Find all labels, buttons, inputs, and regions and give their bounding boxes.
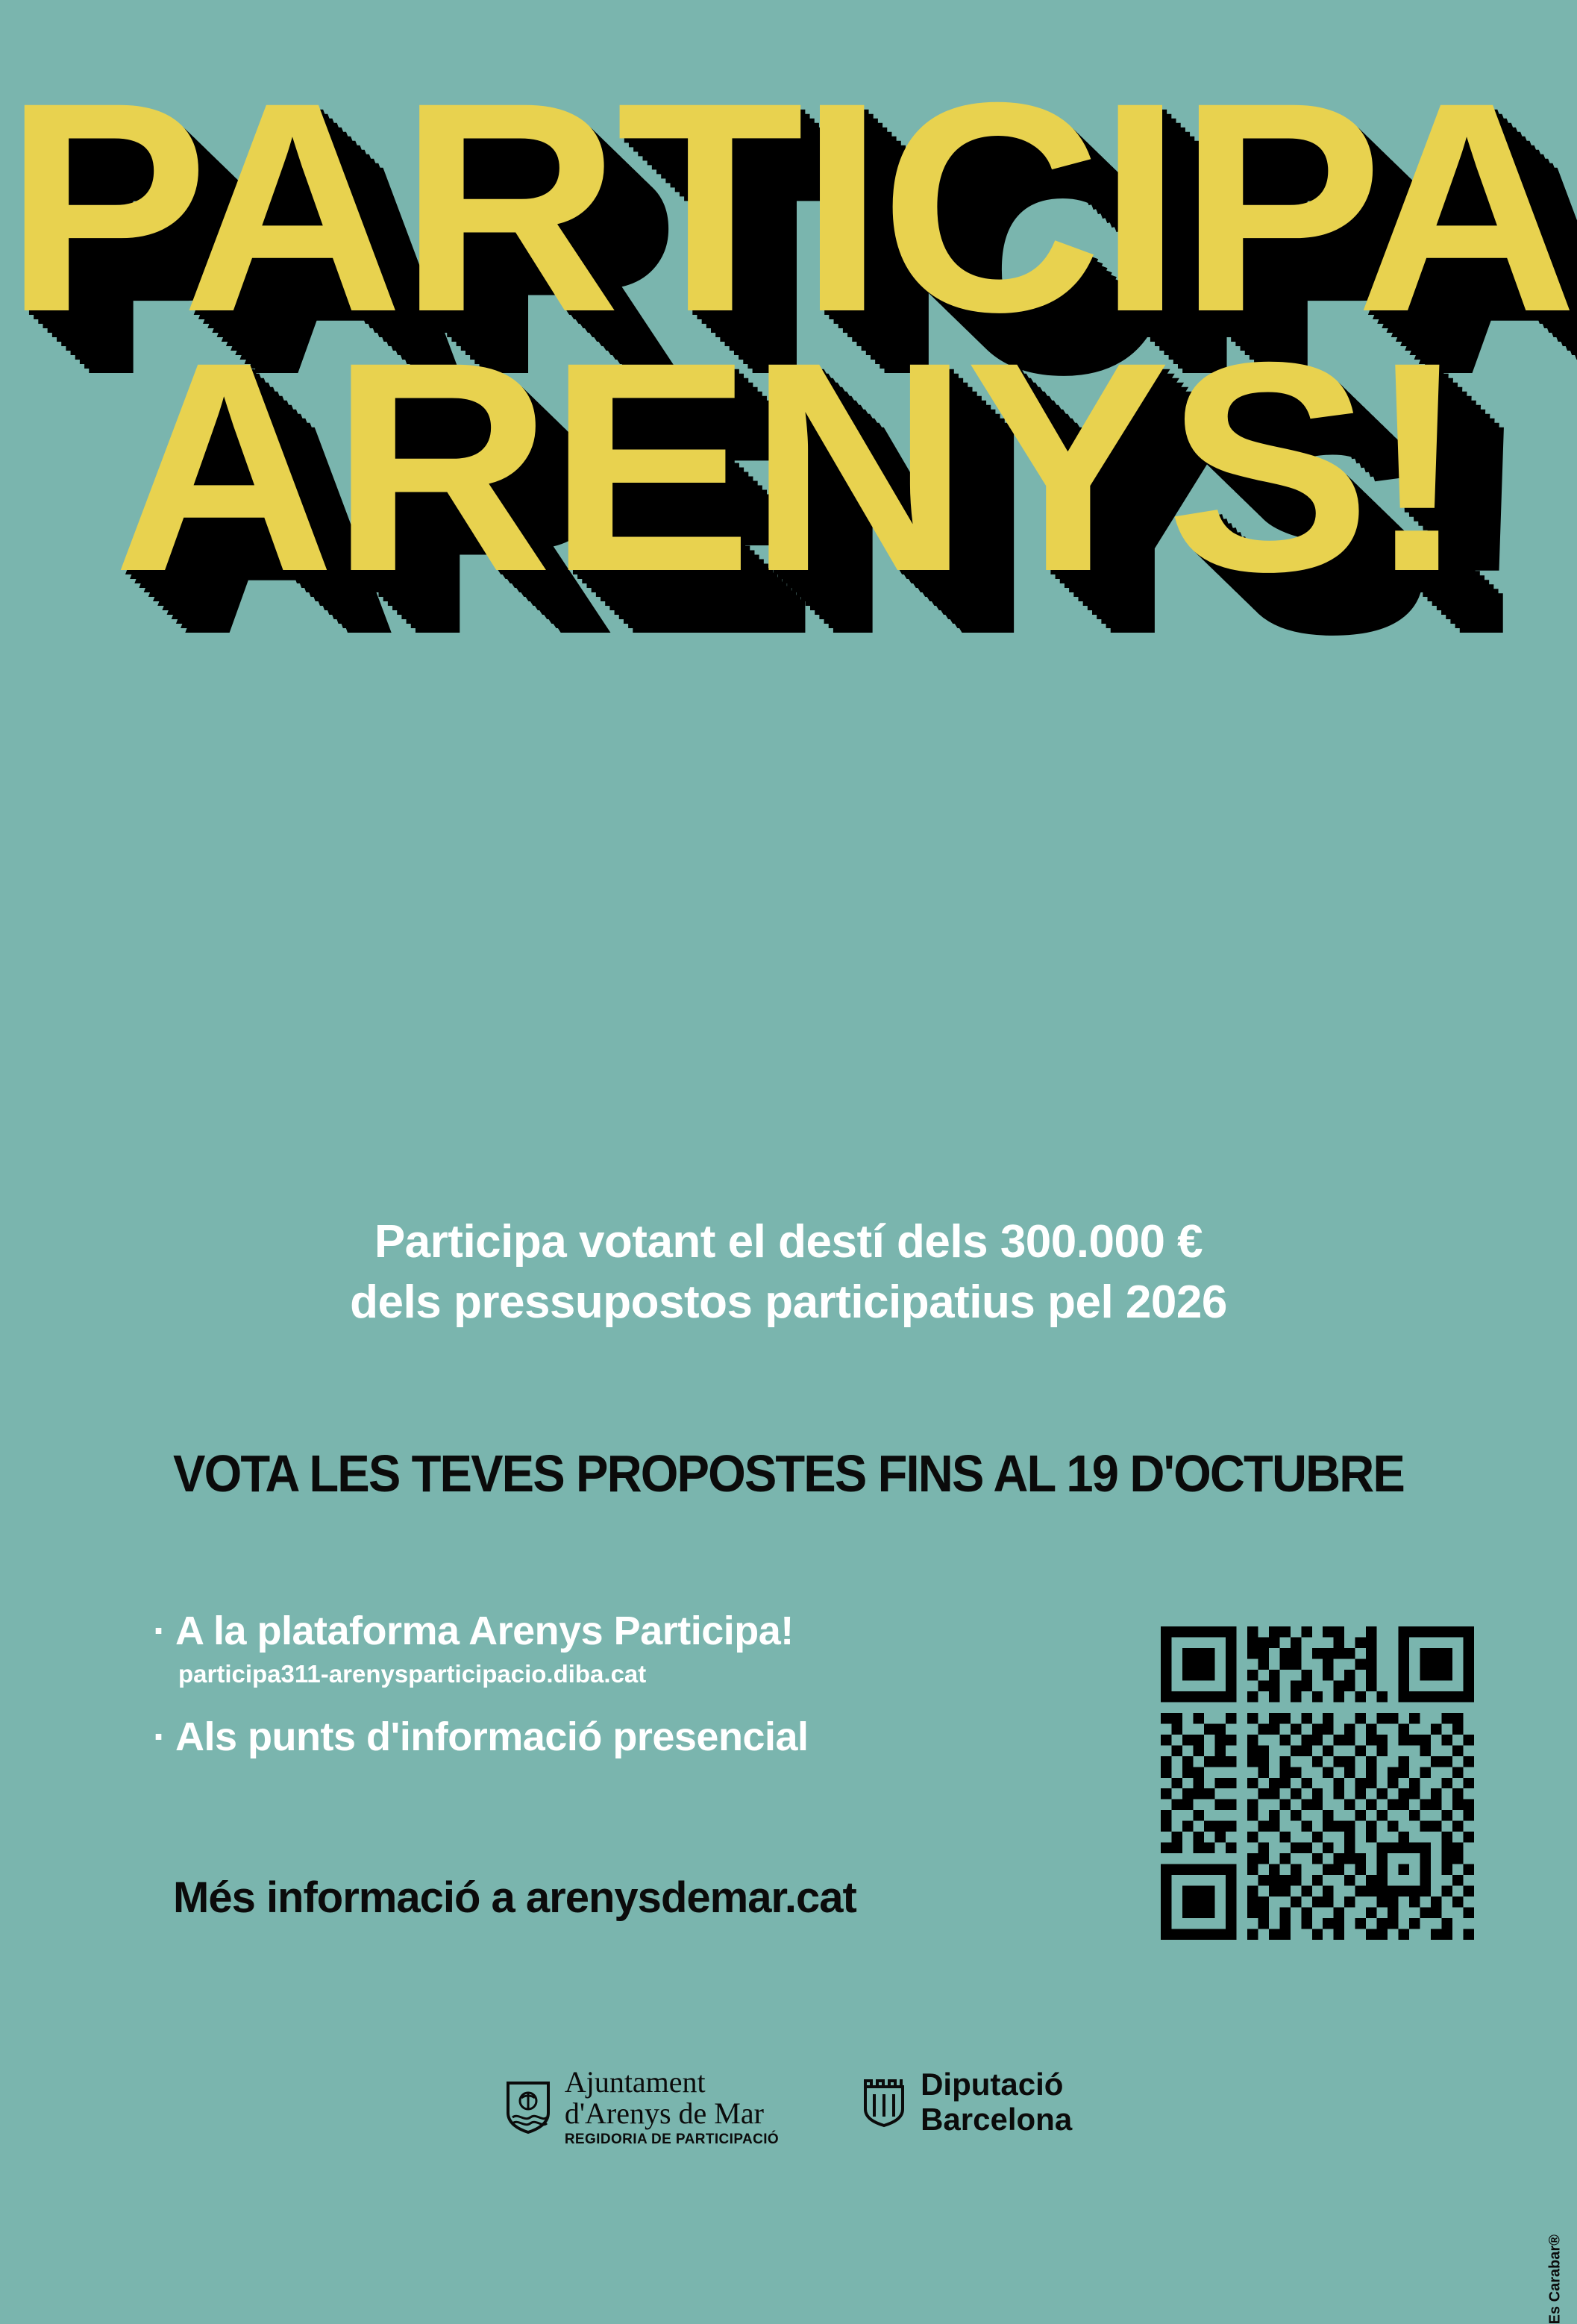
headline — [0, 40, 1577, 633]
designer-credit: Es Carabar® — [1546, 2234, 1563, 2324]
qr-code[interactable] — [1161, 1626, 1474, 1940]
arenys-de-mar-crest-icon — [505, 2080, 551, 2134]
logo-line-2: Barcelona — [921, 2102, 1073, 2137]
list-item — [153, 1714, 1048, 1760]
logo-diputacio-text — [921, 2067, 1072, 2137]
logo-line-2: d'Arenys de Mar — [564, 2096, 764, 2130]
logo-line-1: Diputació — [921, 2067, 1064, 2102]
list-item — [153, 1608, 1048, 1654]
logo-ajuntament-text — [565, 2067, 779, 2147]
qr-code-image — [1161, 1626, 1474, 1940]
logo-line-3: REGIDORIA DE PARTICIPACIÓ — [564, 2132, 780, 2148]
more-info-text[interactable]: Més informació a arenysdemar.cat — [173, 1873, 856, 1922]
bullet-icon: · — [153, 1714, 166, 1759]
platform-url[interactable]: participa311-arenysparticipacio.diba.cat — [178, 1660, 647, 1688]
channel-label-1: A la plataforma Arenys Participa! — [175, 1609, 794, 1653]
logo-ajuntament-arenys-de-mar — [505, 2067, 779, 2147]
diputacio-barcelona-crest-icon — [861, 2075, 907, 2129]
bullet-icon: · — [153, 1609, 166, 1653]
call-to-action: VOTA LES TEVES PROPOSTES FINS AL 19 D'OCTUBRE — [173, 1444, 1404, 1503]
logo-line-1: Ajuntament — [564, 2065, 706, 2099]
subtitle-line-2: dels pressupostos participatius pel 2026 — [350, 1276, 1227, 1328]
footer-logos — [0, 2067, 1577, 2147]
logo-diputacio-barcelona — [861, 2067, 1072, 2137]
channels-list — [153, 1608, 1048, 1760]
headline-line-1: PARTICIPA — [4, 40, 1573, 374]
subtitle — [0, 1212, 1577, 1332]
channel-label-2: Als punts d'informació presencial — [175, 1714, 809, 1759]
headline-line-2: ARENYS! — [113, 300, 1464, 633]
subtitle-line-1: Participa votant el destí dels 300.000 € — [374, 1216, 1203, 1268]
